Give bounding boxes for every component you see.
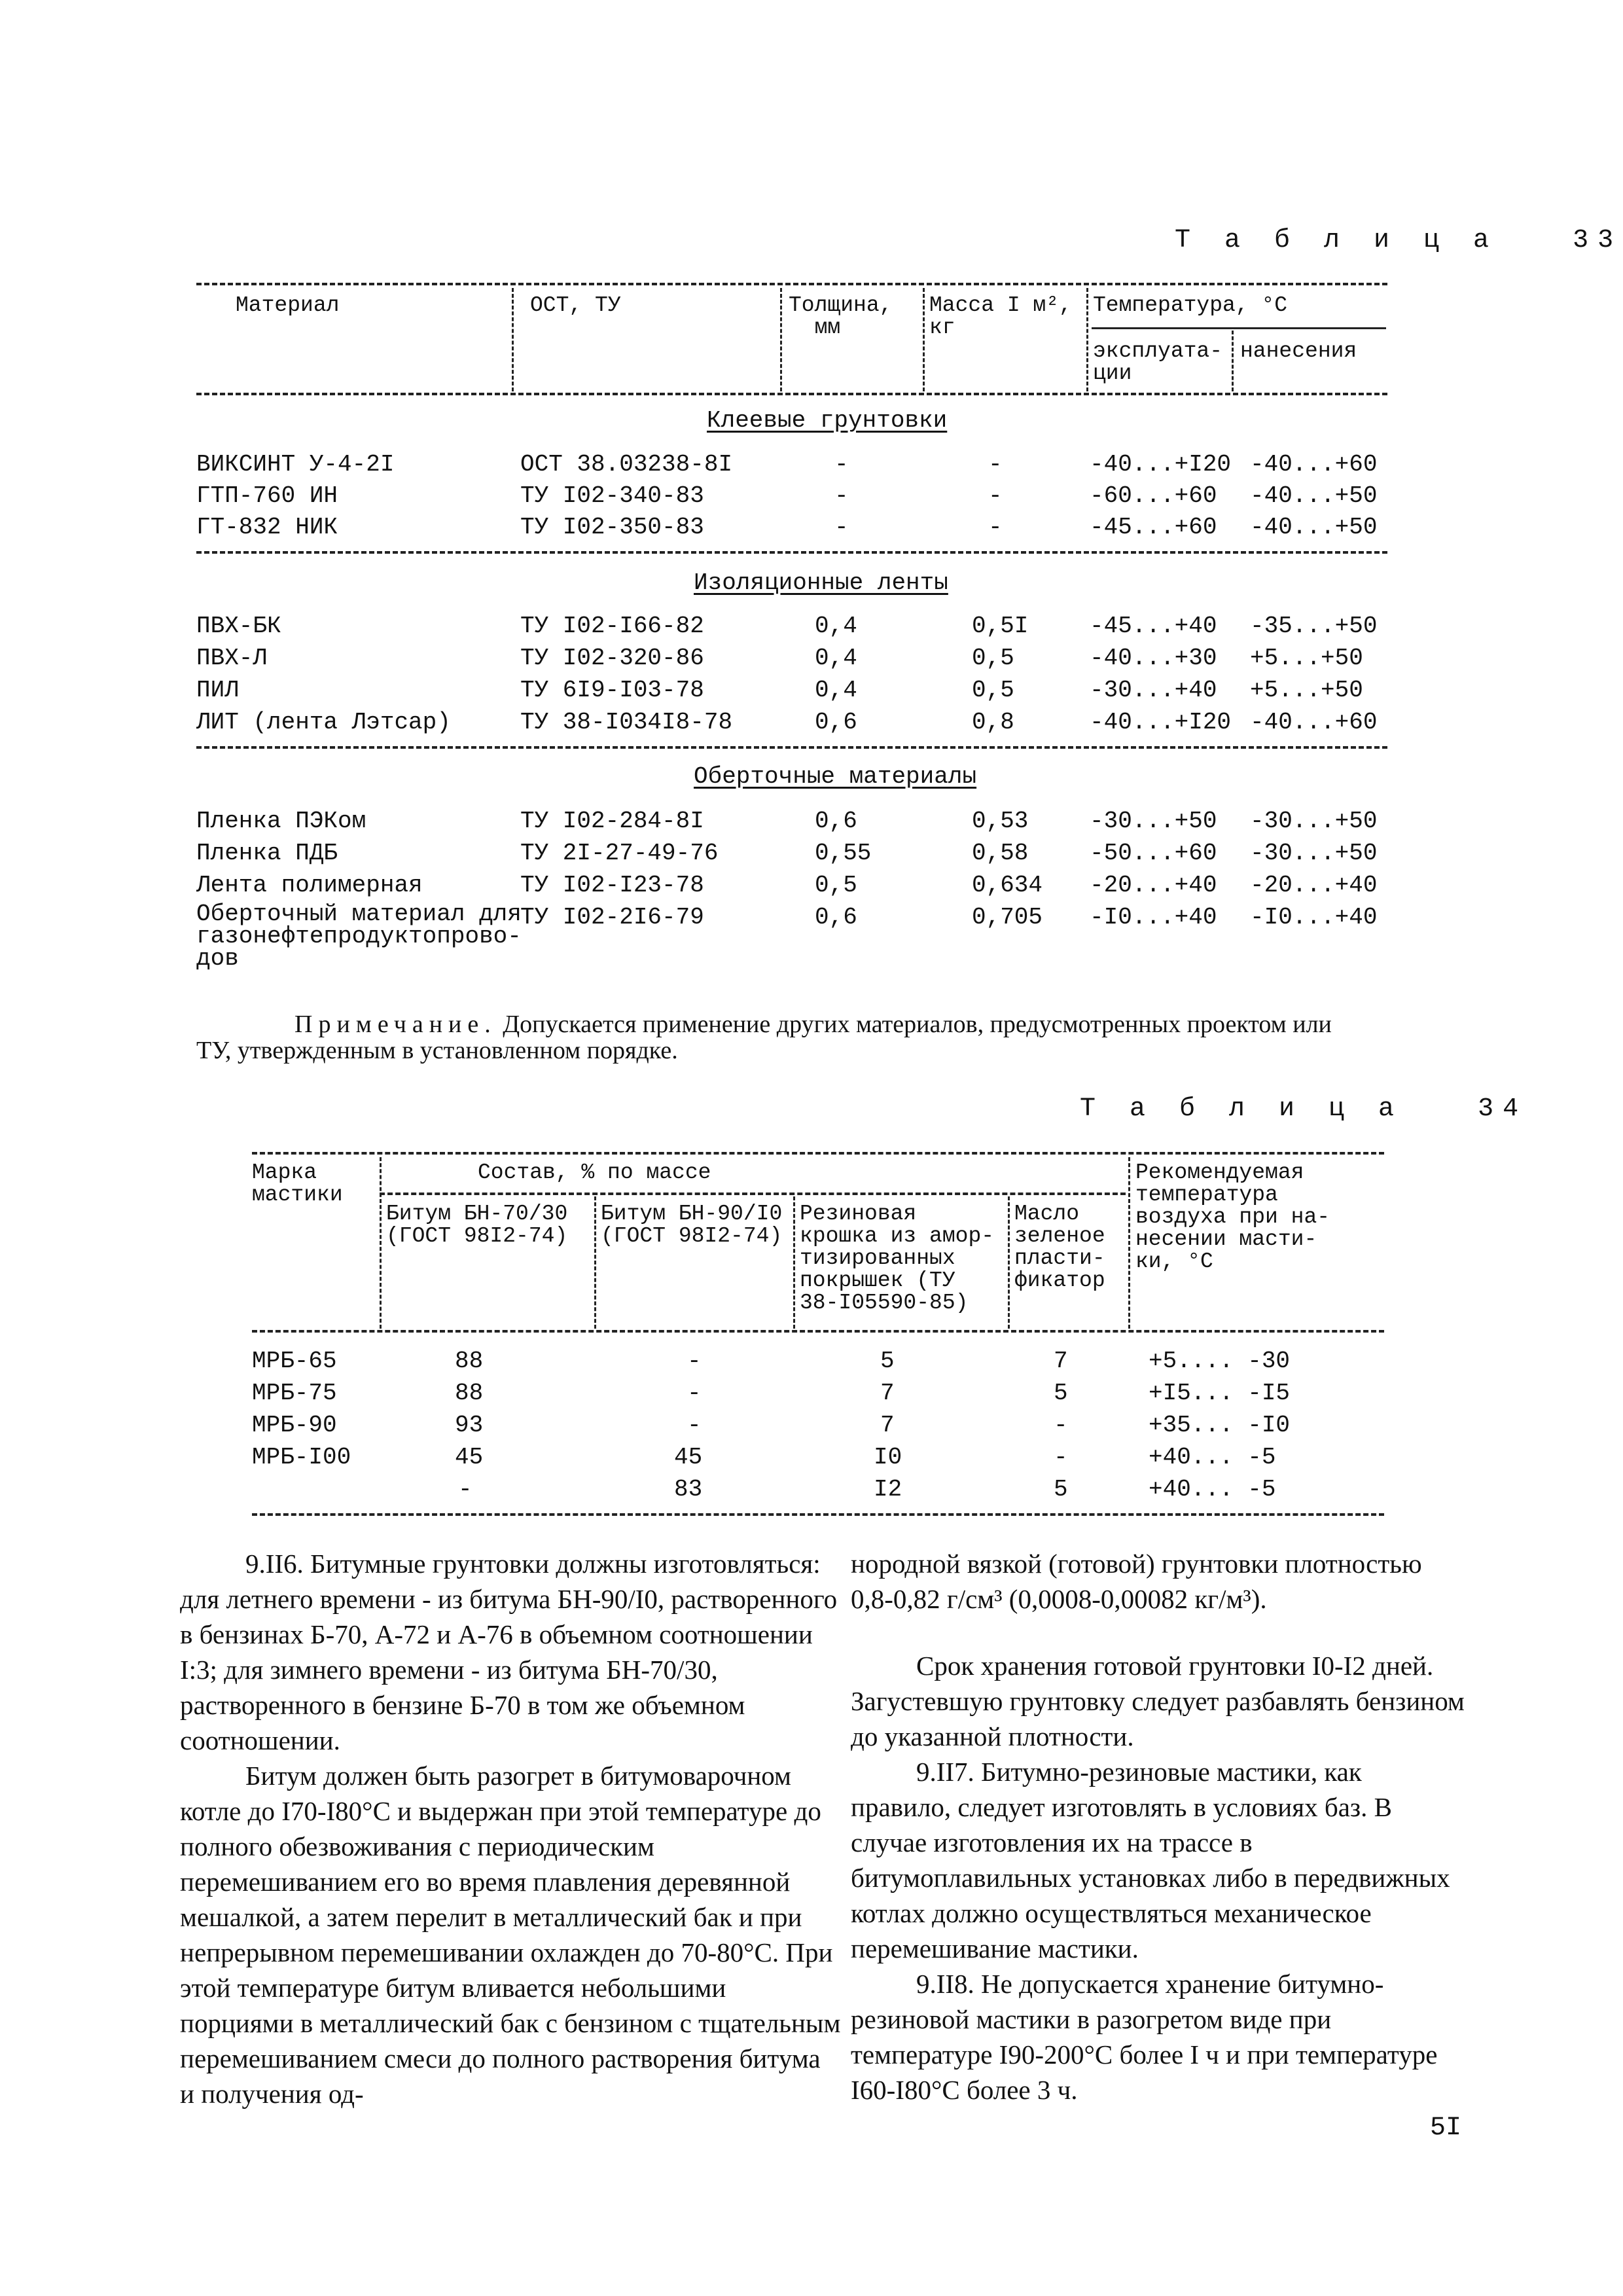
cell-rubber: I2 [874,1476,902,1503]
cell-mass: 0,53 [972,808,1029,834]
header-bitum-90: Битум БН-90/I0 (ГОСТ 98I2-74) [601,1202,783,1248]
paragraph-9-117: 9.II7. Битумно-резиновые мастики, как правило, следует изготовлять в условиях баз. В случае изготовления их на трассе в битумоплавильных установках либо в передвижных котлах должно осуществляться механическое перемешивание мастики. [851,1757,1450,1964]
col-sep [1128,1157,1130,1329]
cell-material: ГТ-832 НИК [196,514,338,541]
cell-bitum-90: - [687,1412,702,1439]
cell-thickness: - [834,451,849,478]
col-sep [923,288,925,391]
cell-mark: МРБ-65 [252,1348,337,1374]
cell-temp: +35... -I0 [1149,1412,1291,1439]
cell-ost: ТУ 38-I034I8-78 [520,709,733,736]
cell-oil: 5 [1054,1380,1068,1407]
cell-mass: - [988,482,1003,509]
cell-app-temp: -35...+50 [1250,613,1378,639]
col-sep [512,288,514,391]
paragraph-storage: Срок хранения готовой грунтовки I0-I2 дней. Загустевшую грунтовку следует разбавлять бензином до указанной плотности. [851,1651,1465,1751]
cell-bitum-90: 45 [674,1444,703,1471]
col-sep [793,1196,795,1329]
cell-thickness: 0,4 [815,613,857,639]
cell-material: ГТП-760 ИН [196,482,338,509]
page-number: 5I [1430,2113,1462,2143]
cell-ost: ТУ I02-I23-78 [520,872,704,899]
header-application: нанесения [1240,339,1357,363]
header-recommended-temp: Рекомендуемая температура воздуха при на- несении масти- ки, °С [1135,1160,1330,1274]
cell-ost: ТУ I02-350-83 [520,514,704,541]
note-label: Примечание. [294,1011,497,1038]
cell-ost: ТУ I02-I66-82 [520,613,704,639]
cell-rubber: 7 [880,1380,895,1407]
cell-op-temp: -30...+40 [1090,677,1217,704]
section-rule [196,746,1387,749]
cell-oil: 7 [1054,1348,1068,1374]
right-column [851,1546,1466,2108]
cell-oil: 5 [1054,1476,1068,1503]
table-33-top-rule [196,283,1387,285]
cell-material: Пленка ПЭКом [196,808,366,834]
cell-temp: +I5... -I5 [1149,1380,1291,1407]
cell-mass: 0,634 [972,872,1043,899]
header-mass: Масса I м², кг [929,293,1072,340]
cell-ost: ТУ I02-284-8I [520,808,704,834]
cell-op-temp: -45...+40 [1090,613,1217,639]
cell-ost: ТУ 2I-27-49-76 [520,840,719,867]
table-34-bottom-rule [252,1513,1384,1516]
header-temperature: Температура, °С [1093,293,1288,317]
cell-app-temp: +5...+50 [1250,677,1363,704]
cell-op-temp: -50...+60 [1090,840,1217,867]
cell-mark: МРБ-I00 [252,1444,351,1471]
col-sep [1232,331,1234,391]
cell-oil: - [1054,1412,1068,1439]
cell-thickness: 0,4 [815,677,857,704]
cell-app-temp: -30...+50 [1250,840,1378,867]
cell-thickness: - [834,482,849,509]
cell-thickness: 0,6 [815,904,857,931]
col-sep [380,1157,382,1329]
note-text: Допускается применение других материалов, предусмотренных проектом или ТУ, утвержденным в установленном порядке. [196,1011,1332,1064]
cell-bitum-70: 88 [455,1380,484,1407]
cell-op-temp: -45...+60 [1090,514,1217,541]
paragraph-continued: нородной вязкой (готовой) грунтовки плотностью 0,8-0,82 г/см³ (0,0008-0,00082 кг/м³). [851,1549,1422,1614]
col-sep [594,1196,596,1329]
cell-mark: МРБ-90 [252,1412,337,1439]
cell-mass: 0,5 [972,677,1014,704]
cell-mass: - [988,451,1003,478]
cell-op-temp: -20...+40 [1090,872,1217,899]
cell-material: Лента полимерная [196,872,423,899]
cell-temp: +40... -5 [1149,1476,1276,1503]
cell-rubber: 7 [880,1412,895,1439]
cell-ost: ТУ I02-2I6-79 [520,904,704,931]
cell-material: ВИКСИНТ У-4-2I [196,451,395,478]
cell-bitum-90: - [687,1380,702,1407]
cell-app-temp: -30...+50 [1250,808,1378,834]
cell-mass: 0,5I [972,613,1029,639]
paragraph-9-118: 9.II8. Не допускается хранение битумно-резиновой мастики в разогретом виде при температуре I90-200°С более I ч и при температуре I60-I80°С более 3 ч. [851,1969,1438,2105]
cell-op-temp: -40...+I20 [1090,709,1232,736]
cell-bitum-70: - [458,1476,473,1503]
cell-bitum-70: 45 [455,1444,484,1471]
cell-thickness: 0,4 [815,645,857,672]
cell-op-temp: -I0...+40 [1090,904,1217,931]
col-sep [1008,1196,1010,1329]
cell-op-temp: -30...+50 [1090,808,1217,834]
paragraph-9-116: 9.II6. Битумные грунтовки должны изготовляться: для летнего времени - из битума БН-90/I0, растворенного в бензинах Б-70, А-72 и А-76 в объемном соотношении I:3; для зимнего времени - из битума БН-70/30, растворенного в бензине Б-70 в том же объемном соотношении. [180,1549,838,1755]
cell-ost: ТУ 6I9-I03-78 [520,677,704,704]
col-sep [780,288,782,391]
cell-op-temp: -40...+30 [1090,645,1217,672]
header-composition-rule [380,1193,1126,1195]
cell-thickness: 0,55 [815,840,872,867]
table-33-caption: Т а б л и ц а 33 [1175,226,1623,255]
cell-app-temp: -40...+60 [1250,451,1378,478]
cell-op-temp: -60...+60 [1090,482,1217,509]
cell-bitum-90: 83 [674,1476,703,1503]
table-33-header-rule [196,393,1387,395]
cell-app-temp: -40...+60 [1250,709,1378,736]
header-temperature-rule [1092,327,1386,329]
cell-material: ПВХ-Л [196,645,268,672]
section-title: Оберточные материалы [694,763,977,790]
header-rubber: Резиновая крошка из амор- тизированных покрышек (ТУ 38-I05590-85) [800,1202,995,1315]
cell-bitum-70: 93 [455,1412,484,1439]
cell-mass: 0,5 [972,645,1014,672]
header-mark: Марка мастики [252,1160,343,1207]
table-34-header-rule [252,1330,1384,1333]
header-composition: Состав, % по массе [478,1160,711,1185]
section-rule [196,551,1387,554]
table-33-note [196,1011,1335,1064]
cell-material: ПИЛ [196,677,239,704]
cell-material: ПВХ-БК [196,613,281,639]
header-ost: ОСТ, ТУ [530,293,621,317]
table-34-caption: Т а б л и ц а 34 [1080,1094,1528,1124]
cell-material: Оберточный материал для газонефтепродуктопрово- дов [196,901,522,972]
cell-rubber: I0 [874,1444,902,1471]
header-operation: эксплуата- ции [1093,339,1223,386]
header-oil: Масло зеленое пласти- фикатор [1014,1202,1105,1293]
cell-rubber: 5 [880,1348,895,1374]
header-thickness: Толщина, мм [789,293,893,340]
cell-app-temp: +5...+50 [1250,645,1363,672]
cell-thickness: - [834,514,849,541]
cell-bitum-90: - [687,1348,702,1374]
cell-oil: - [1054,1444,1068,1471]
header-bitum-70: Битум БН-70/30 (ГОСТ 98I2-74) [386,1202,568,1248]
cell-app-temp: -40...+50 [1250,482,1378,509]
header-material: Материал [236,293,340,317]
left-column [180,1546,841,2111]
cell-ost: ОСТ 38.03238-8I [520,451,733,478]
cell-app-temp: -I0...+40 [1250,904,1378,931]
cell-material: Пленка ПДБ [196,840,338,867]
cell-ost: ТУ I02-320-86 [520,645,704,672]
paragraph-bitum-heating: Битум должен быть разогрет в битумоварочном котле до I70-I80°С и выдержан при этой температуре до полного обезвоживания с периодическим перемешиванием его во время плавления деревянной мешалкой, а затем перелит в металлический бак и при непрерывном перемешивании охлажден до 70-80°С. При этой температуре битум вливается небольшими порциями в металлический бак с бензином с тщательным перемешиванием смеси до полного растворения битума и получения од- [180,1761,841,2109]
cell-temp: +40... -5 [1149,1444,1276,1471]
cell-thickness: 0,6 [815,808,857,834]
cell-ost: ТУ I02-340-83 [520,482,704,509]
cell-app-temp: -40...+50 [1250,514,1378,541]
table-34-top-rule [252,1152,1384,1155]
cell-mass: 0,705 [972,904,1043,931]
cell-thickness: 0,6 [815,709,857,736]
cell-material: ЛИТ (лента Лэтсар) [196,709,451,736]
cell-mass: 0,58 [972,840,1029,867]
cell-app-temp: -20...+40 [1250,872,1378,899]
cell-thickness: 0,5 [815,872,857,899]
cell-mass: 0,8 [972,709,1014,736]
col-sep [1086,288,1088,391]
cell-mass: - [988,514,1003,541]
cell-temp: +5.... -30 [1149,1348,1291,1374]
cell-bitum-70: 88 [455,1348,484,1374]
cell-op-temp: -40...+I20 [1090,451,1232,478]
section-title: Клеевые грунтовки [707,407,948,434]
cell-mark: МРБ-75 [252,1380,337,1407]
section-title: Изоляционные ленты [694,569,948,596]
